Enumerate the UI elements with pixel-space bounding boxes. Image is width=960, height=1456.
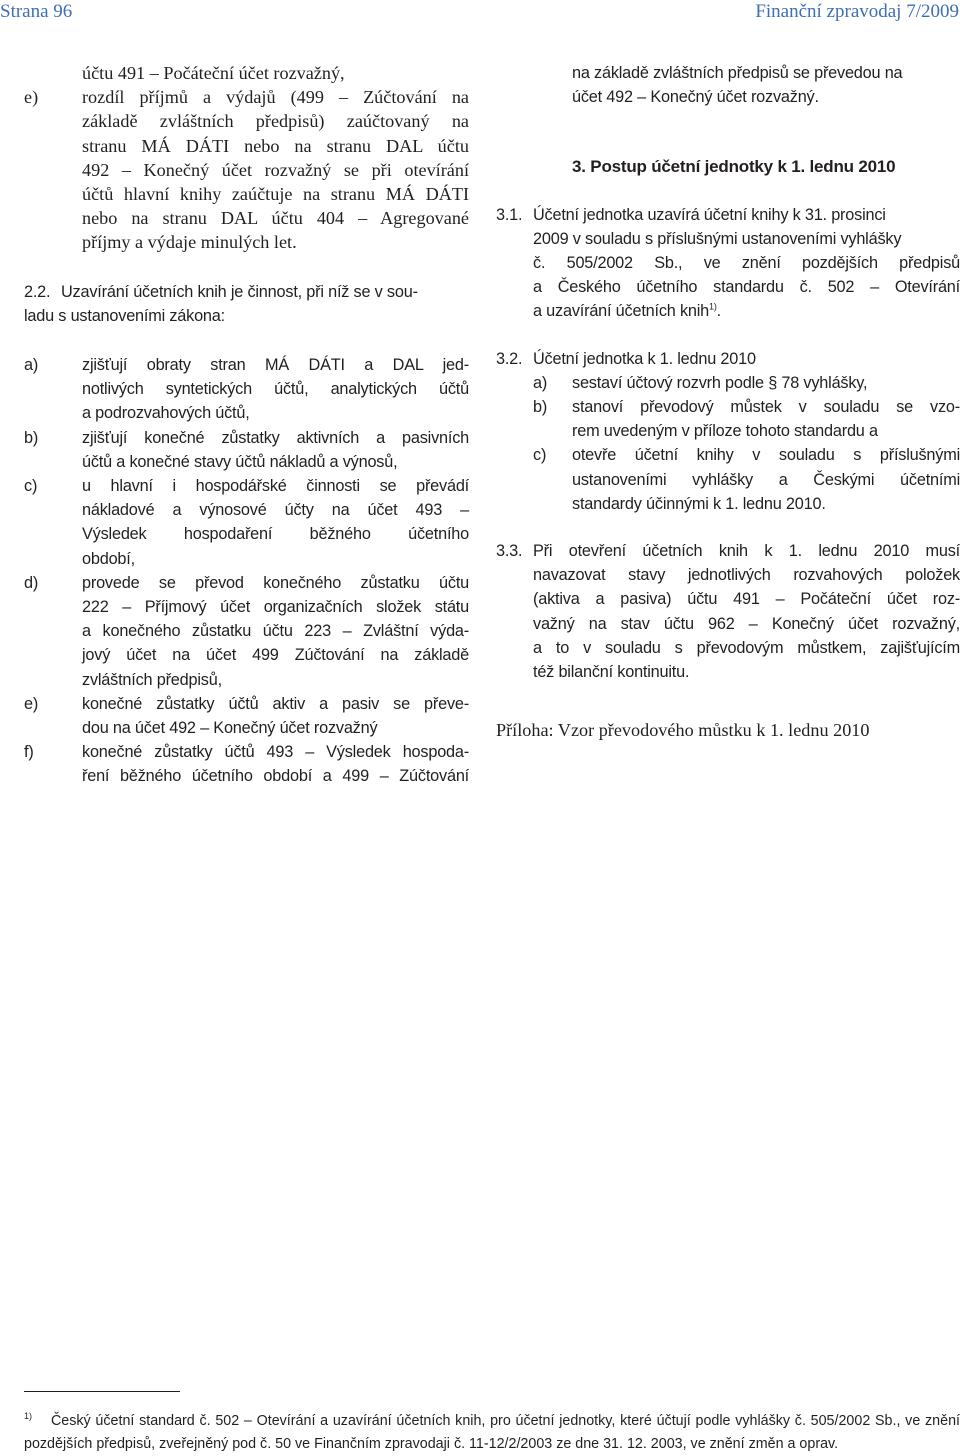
section-3-3: 3.3. Při otevření účetních knih k 1. lednu 2010 musí navazovat stavy jednotlivých rozvahových položek (aktiva a pasiva) účtu 491 – Počáteční účet roz- važný na stav účtu 962 – Konečný účet rozvažný, a to v souladu s převodovým můstkem, zajišťujícím též bilanční kontinuitu.	[496, 539, 960, 684]
list-item: f) konečné zůstatky účtů 493 – Výsledek hospoda- ření běžného účetního období a 499 – Zúčtování	[24, 743, 469, 786]
section-number: 3.2.	[496, 349, 523, 368]
list-marker: e)	[24, 87, 39, 108]
list-item-e: e) rozdíl příjmů a výdajů (499 – Zúčtování na základě zvláštních předpisů) zaúčtovaný na stranu MÁ DÁTI nebo na stranu DAL účtu 492 – Konečný účet rozvažný se při otevírání účtů hlavní knihy zaúčtuje na stranu MÁ DÁTI nebo na stranu DAL účtu 404 – Agregované příjmy a výdaje minulých let.	[24, 87, 469, 253]
right-column	[496, 61, 960, 742]
continuation-line: účtu 491 – Počáteční účet rozvažný,	[82, 63, 345, 83]
section-2-2: 2.2. Uzavírání účetních knih je činnost, při níž se v sou- ladu s ustanoveními zákona:	[24, 280, 469, 328]
list-item: a) sestaví účtový rozvrh podle § 78 vyhlášky,	[533, 373, 868, 392]
section-3-1: 3.1. Účetní jednotka uzavírá účetní knihy k 31. prosinci 2009 v souladu s příslušnými ustanoveními vyhlášky č. 505/2002 Sb., ve znění pozdějších předpisů a Českého účetního standardu č. 502 – Otevírání a uzavírání účetních knih$^{1)}$.	[496, 203, 960, 324]
footnote-marker: 1)	[24, 1411, 33, 1422]
list-2-2	[24, 353, 469, 789]
section-number: 2.2.	[24, 282, 51, 301]
list-item: b) zjišťují konečné zůstatky aktivních a pasivních účtů a konečné stavy účtů nákladů a výnosů,	[24, 428, 469, 471]
list-item: d) provede se převod konečného zůstatku účtu 222 – Příjmový účet organizačních složek státu a konečného zůstatku účtu 223 – Zvláštní výda- jový účet na účet 499 Zúčtování na základě zvláštních předpisů,	[24, 573, 469, 689]
left-column	[24, 61, 469, 789]
list-item: e) konečné zůstatky účtů aktiv a pasiv se převe- dou na účet 492 – Konečný účet rozvažný	[24, 694, 469, 738]
page-number-header: Strana 96	[0, 1, 73, 22]
list-item: a) zjišťují obraty stran MÁ DÁTI a DAL jed- notlivých syntetických účtů, analytických účtů a podrozvahových účtů,	[24, 356, 469, 423]
section-3-2: 3.2. Účetní jednotka k 1. lednu 2010 a) sestaví účtový rozvrh podle § 78 vyhlášky, b) stanoví převodový můstek v souladu se vzo- rem uvedeným v příloze tohoto standardu a c) otevře účetní knihy v souladu s příslušnými ustanoveními vyhlášky a Českými účetními standardy účinnými k 1. lednu 2010.	[496, 347, 960, 516]
footnote-reference: 1)	[709, 302, 717, 312]
footnote-rule	[24, 1391, 180, 1392]
list-item: c) u hlavní i hospodářské činnosti se převádí nákladové a výnosové účty na účet 493 – Výsledek hospodaření běžného účetního období,	[24, 477, 469, 568]
continuation-block: na základě zvláštních předpisů se převedou na účet 492 – Konečný účet rozvažný.	[572, 64, 903, 107]
section-number: 3.1.	[496, 205, 523, 224]
appendix-line: Příloha: Vzor převodového můstku k 1. lednu 2010	[496, 720, 870, 741]
list-item: b) stanoví převodový můstek v souladu se vzo- rem uvedeným v příloze tohoto standardu a	[533, 398, 960, 441]
journal-issue-header: Finanční zpravodaj 7/2009	[755, 1, 959, 22]
section-number: 3.3.	[496, 542, 523, 561]
footnote: $^{1)}$ Český účetní standard č. 502 – Otevírání a uzavírání účetních knih, pro účetní jednotky, které účtují podle vyhlášky č. 505/2002 Sb., ve znění pozdějších předpisů, zveřejněný pod č. 50 ve Finančním zpravodaji č. 11-12/2/2003 ze dne 31. 12. 2003, ve znění změn a oprav.	[24, 1411, 960, 1452]
section-heading: 3. Postup účetní jednotky k 1. lednu 2010	[572, 157, 896, 177]
list-item: c) otevře účetní knihy v souladu s příslušnými ustanoveními vyhlášky a Českými účetními standardy účinnými k 1. lednu 2010.	[533, 446, 960, 513]
